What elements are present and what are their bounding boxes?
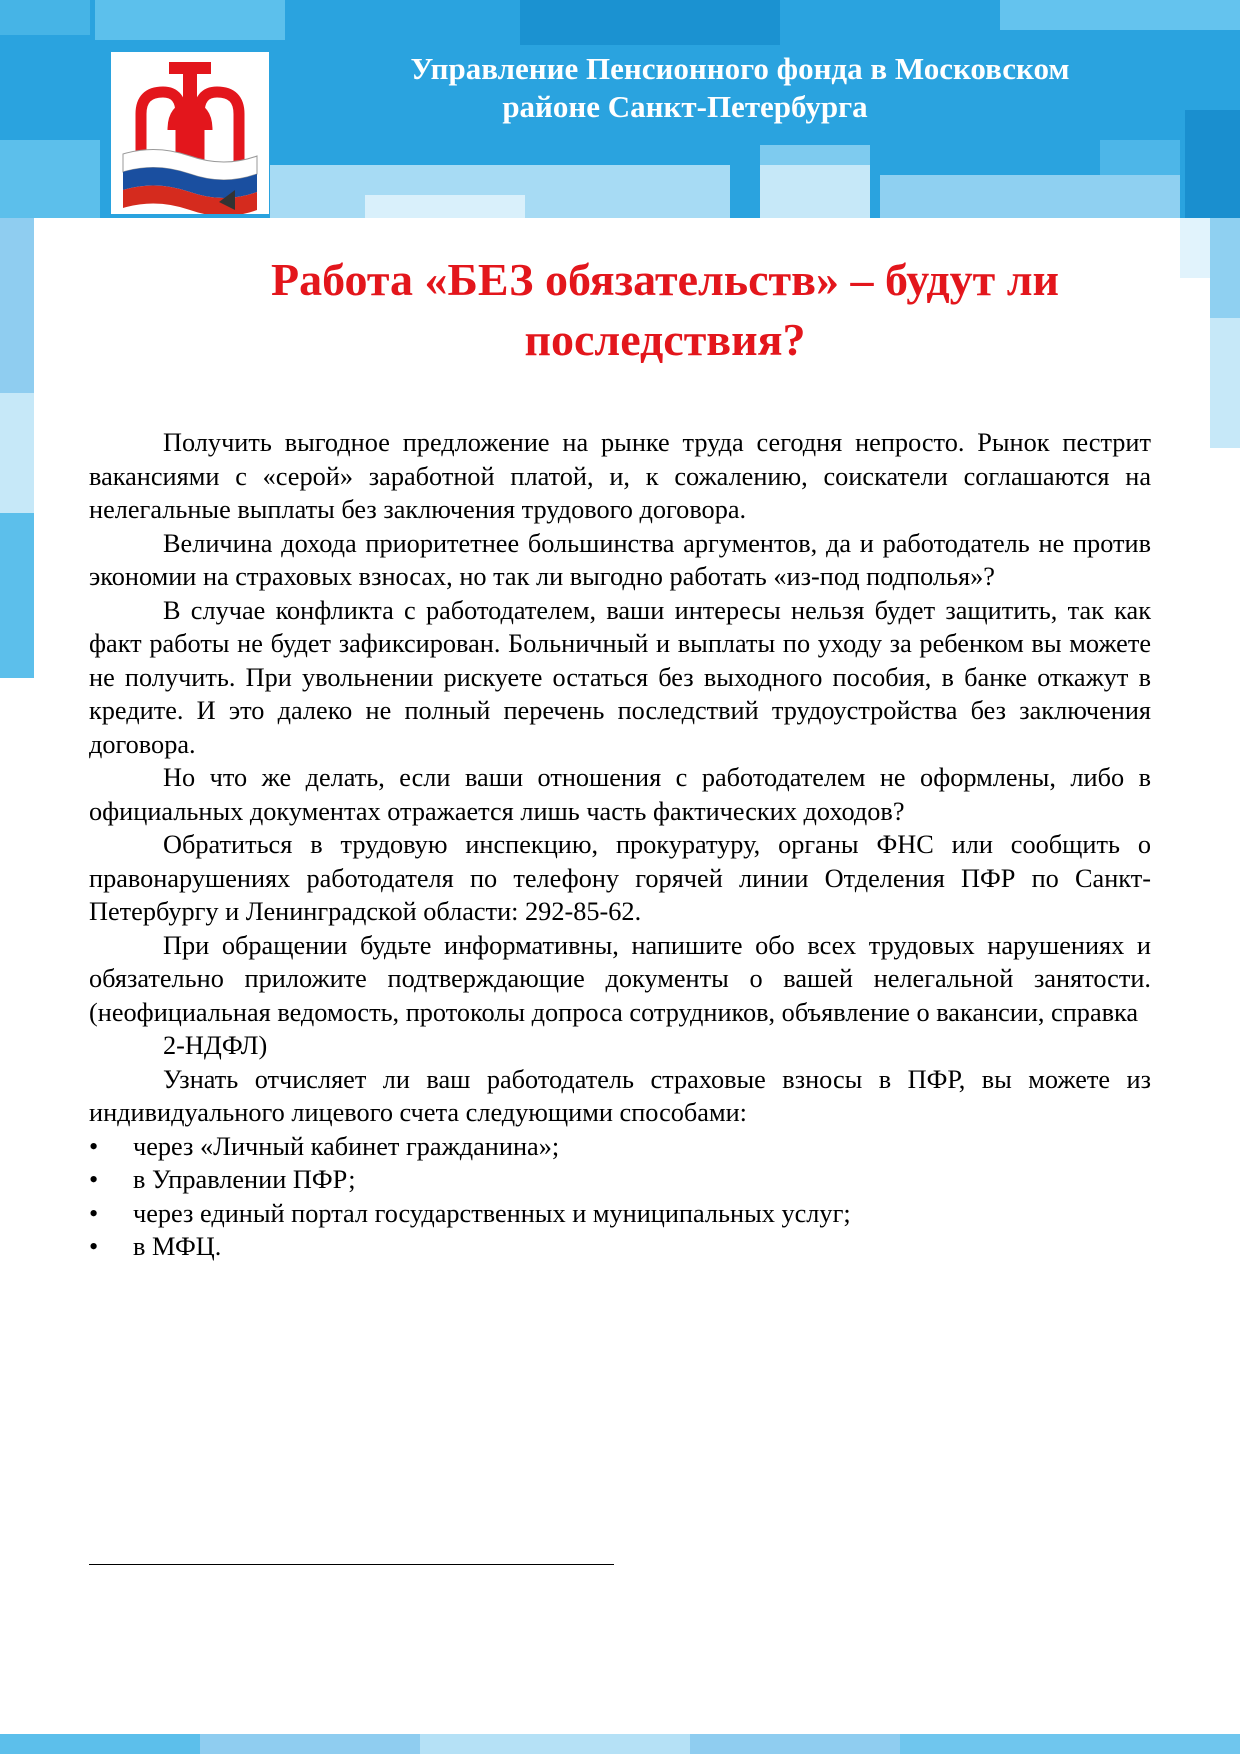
side-block xyxy=(0,513,34,678)
page-title xyxy=(160,250,1170,370)
banner-block xyxy=(880,175,1180,218)
banner-block xyxy=(95,0,285,40)
list-item xyxy=(89,1130,1151,1164)
footer-strip xyxy=(0,1734,1240,1754)
article-body xyxy=(89,426,1151,1264)
banner-block xyxy=(365,195,525,218)
bullet-icon: • xyxy=(89,1232,99,1261)
footer-block xyxy=(420,1734,690,1754)
bullet-icon: • xyxy=(89,1131,99,1161)
side-block xyxy=(0,218,34,393)
banner-block xyxy=(1100,140,1180,175)
side-block xyxy=(0,393,34,513)
list-item-text: в МФЦ. xyxy=(133,1232,222,1261)
pfr-emblem-icon xyxy=(111,52,269,214)
right-decoration xyxy=(1180,218,1240,448)
list-item-text: через единый портал государственных и муниципальных услуг; xyxy=(133,1198,851,1228)
list-item xyxy=(89,1230,1151,1264)
paragraph: Узнать отчисляет ли ваш работодатель страховые взносы в ПФР, вы можете из индивидуального лицевого счета следующими способами: xyxy=(89,1064,1151,1127)
banner-block xyxy=(1185,110,1240,218)
organization-name xyxy=(330,50,1150,126)
banner-block xyxy=(0,140,100,218)
side-block xyxy=(1210,218,1240,318)
left-decoration xyxy=(0,218,34,678)
title-line-2: последствия? xyxy=(524,314,806,365)
banner-block xyxy=(0,0,90,35)
org-name-line-2: районе Санкт-Петербурга xyxy=(502,89,868,124)
paragraph: Обратиться в трудовую инспекцию, прокуратуру, органы ФНС или сообщить о правонарушениях работодателя по телефону горячей линии Отделения ПФР по Санкт-Петербургу и Ленинградской области: 292-85-62. xyxy=(89,830,1151,926)
list-item xyxy=(89,1163,1151,1197)
paragraph: 2-НДФЛ) xyxy=(163,1031,268,1060)
paragraph: Величина дохода приоритетнее большинства аргументов, да и работодатель не против экономии на страховых взносах, но так ли выгодно работать «из-под подполья»? xyxy=(89,528,1151,591)
side-block xyxy=(1210,318,1240,448)
methods-list xyxy=(89,1130,1151,1264)
footnote-separator xyxy=(89,1564,614,1565)
list-item xyxy=(89,1197,1151,1231)
org-name-line-1: Управление Пенсионного фонда в Московском xyxy=(410,51,1070,86)
footer-block xyxy=(0,1734,200,1754)
banner-block xyxy=(760,165,870,218)
banner-block xyxy=(1000,0,1240,30)
banner-block xyxy=(520,0,780,45)
paragraph: Но что же делать, если ваши отношения с работодателем не оформлены, либо в официальных документах отражается лишь часть фактических доходов? xyxy=(89,763,1151,826)
list-item-text: в Управлении ПФР; xyxy=(133,1165,356,1194)
footer-block xyxy=(900,1734,1240,1754)
pfr-logo xyxy=(111,52,269,214)
paragraph: В случае конфликта с работодателем, ваши интересы нельзя будет защитить, так как факт работы не будет зафиксирован. Больничный и выплаты по уходу за ребенком вы можете не получить. При увольнении рискуете остаться без выходного пособия, в банке откажут в кредите. И это далеко не полный перечень последствий трудоустройства без заключения договора. xyxy=(89,595,1151,759)
bullet-icon: • xyxy=(89,1198,99,1228)
paragraph: Получить выгодное предложение на рынке труда сегодня непросто. Рынок пестрит вакансиями с «серой» заработной платой, и, к сожалению, соискатели соглашаются на нелегальные выплаты без заключения трудового договора. xyxy=(89,428,1151,524)
banner-block xyxy=(760,145,870,165)
side-block xyxy=(1180,218,1210,278)
list-item-text: через «Личный кабинет гражданина»; xyxy=(133,1131,560,1161)
bullet-icon: • xyxy=(89,1165,99,1194)
title-line-1: Работа «БЕЗ обязательств» – будут ли xyxy=(270,254,1060,305)
paragraph: При обращении будьте информативны, напишите обо всех трудовых нарушениях и обязательно приложите подтверждающие документы о вашей нелегальной занятости. (неофициальная ведомость, протоколы допроса сотрудников, объявление о вакансии, справка xyxy=(89,930,1151,1027)
